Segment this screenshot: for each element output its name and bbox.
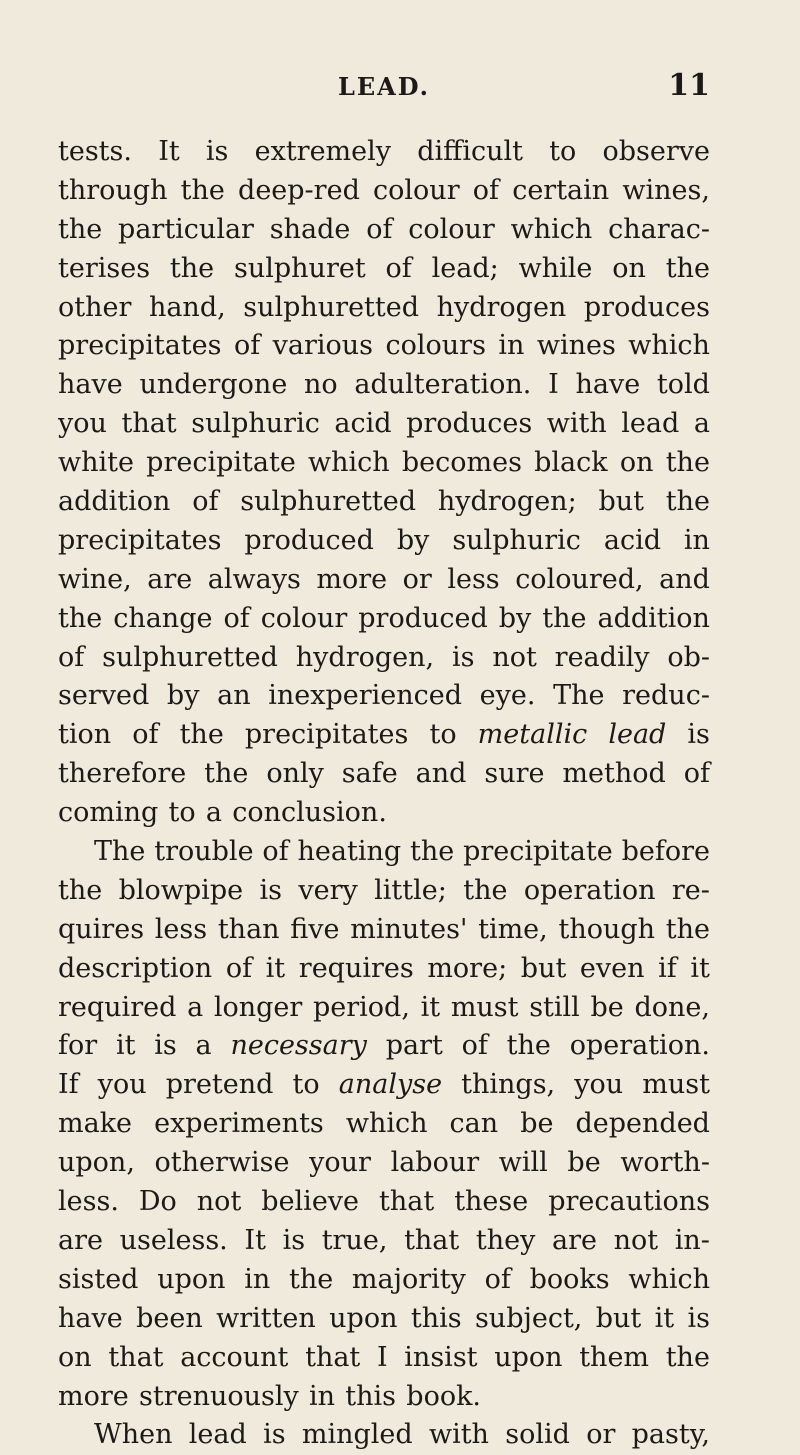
text-line xyxy=(58,1339,710,1378)
word: even xyxy=(579,952,645,984)
word: longer xyxy=(213,991,303,1023)
word: upon xyxy=(157,1263,226,1295)
word: safe xyxy=(341,758,398,790)
word: been xyxy=(136,1302,203,1334)
word: which xyxy=(510,213,593,245)
word: tion xyxy=(58,719,112,751)
word: less. xyxy=(58,1186,119,1218)
word: of xyxy=(58,641,85,673)
word: the xyxy=(58,874,103,906)
word: which xyxy=(308,447,390,479)
word: It xyxy=(244,1224,266,1256)
word: is xyxy=(205,136,229,167)
word: sulphuric xyxy=(452,524,581,556)
word: though xyxy=(558,913,656,945)
word: mingled xyxy=(301,1419,413,1451)
word: to xyxy=(429,719,457,751)
word: produced xyxy=(244,524,374,556)
word: of xyxy=(223,602,250,634)
word: subject, xyxy=(474,1302,583,1334)
text-line xyxy=(58,1222,710,1261)
word: that xyxy=(121,408,177,440)
text-line xyxy=(58,755,710,794)
word: sulphuretted xyxy=(240,486,417,518)
word: hydrogen; xyxy=(437,486,577,518)
word: various xyxy=(272,330,374,362)
word: to xyxy=(292,1069,320,1101)
word: the xyxy=(665,486,710,518)
word: precipitates xyxy=(58,524,222,556)
word: in xyxy=(244,1263,271,1295)
text-line xyxy=(58,639,710,678)
word: time, xyxy=(478,913,548,945)
word: precautions xyxy=(548,1186,710,1218)
word: sulphuric xyxy=(191,408,320,440)
word: be xyxy=(567,1147,601,1179)
word: be xyxy=(520,1108,554,1140)
text-line xyxy=(58,911,710,950)
word: which xyxy=(628,1263,710,1295)
word: with xyxy=(546,408,607,440)
word: terises xyxy=(58,252,151,284)
word: heating xyxy=(297,836,402,868)
word: Do xyxy=(138,1186,177,1218)
word: is xyxy=(451,641,475,673)
word: it xyxy=(690,952,710,984)
word: little; xyxy=(374,874,447,906)
word: no xyxy=(304,369,338,401)
word: the xyxy=(58,602,103,634)
word: requires xyxy=(298,952,414,984)
word: upon, xyxy=(58,1147,135,1179)
emphasized-word: analyse xyxy=(338,1069,443,1101)
word: more; xyxy=(427,952,508,984)
word: reduc- xyxy=(622,680,710,712)
word: not xyxy=(196,1186,242,1218)
word: sulphuret xyxy=(234,252,366,284)
word: a xyxy=(205,797,223,829)
word: operation. xyxy=(569,1030,710,1062)
word: of xyxy=(461,1030,488,1062)
word: by xyxy=(166,680,200,712)
word: very xyxy=(298,874,358,906)
word: in xyxy=(683,524,710,556)
word: addition xyxy=(597,602,710,634)
running-head xyxy=(58,68,710,112)
word: deep-red xyxy=(238,174,360,206)
word: five xyxy=(290,913,340,945)
text-line xyxy=(58,172,710,211)
word: otherwise xyxy=(154,1147,290,1179)
word: book. xyxy=(406,1380,482,1412)
word: of xyxy=(472,174,500,206)
word: a xyxy=(195,1030,212,1062)
word: therefore xyxy=(58,758,187,790)
word: the xyxy=(179,719,224,751)
word: but xyxy=(520,952,567,984)
word: are xyxy=(147,563,193,595)
word: to xyxy=(168,797,196,829)
word: strenuously xyxy=(139,1380,299,1412)
word: this xyxy=(345,1380,397,1412)
word: colours xyxy=(385,330,486,362)
text-line xyxy=(58,405,710,444)
word: wine, xyxy=(58,563,132,595)
text-line xyxy=(58,1027,710,1066)
word: it xyxy=(654,1302,675,1334)
word: of xyxy=(233,330,261,362)
text-line xyxy=(58,250,710,289)
word: wines, xyxy=(622,174,710,206)
word: addition xyxy=(58,486,171,518)
word: other xyxy=(58,291,132,323)
word: adulteration. xyxy=(354,369,532,401)
word: hydrogen, xyxy=(295,641,435,673)
word: must xyxy=(450,991,519,1023)
word: an xyxy=(217,680,251,712)
word: it xyxy=(115,1030,136,1062)
word: the xyxy=(410,836,455,868)
word: by xyxy=(396,524,430,556)
word: colour xyxy=(260,602,348,634)
word: of xyxy=(132,719,159,751)
word: in- xyxy=(674,1224,710,1256)
text-line xyxy=(58,483,710,522)
word: conclusion. xyxy=(232,797,387,829)
word: precipitates xyxy=(58,330,222,362)
word: in xyxy=(309,1380,336,1412)
word: things, xyxy=(461,1069,556,1101)
word: always xyxy=(207,563,301,595)
word: shade xyxy=(269,213,351,245)
word: have xyxy=(58,1302,123,1334)
word: must xyxy=(642,1069,710,1101)
word: depended xyxy=(575,1108,710,1140)
word: it xyxy=(265,952,286,984)
word: the xyxy=(506,1030,551,1062)
text-line xyxy=(58,600,710,639)
word: undergone xyxy=(139,369,288,401)
word: than xyxy=(217,913,280,945)
word: to xyxy=(549,136,577,167)
word: change xyxy=(113,602,213,634)
word: lead; xyxy=(431,252,499,284)
word: useless. xyxy=(119,1224,228,1256)
word: the xyxy=(665,252,710,284)
word: is xyxy=(154,1030,177,1062)
word: hydrogen xyxy=(436,291,567,323)
word: is xyxy=(687,1302,710,1334)
word: but xyxy=(595,1302,642,1334)
text-line xyxy=(58,444,710,483)
word: is xyxy=(282,1224,306,1256)
word: coloured, xyxy=(515,563,644,595)
word: believe xyxy=(261,1186,360,1218)
word: books xyxy=(529,1263,610,1295)
word: When xyxy=(94,1419,173,1451)
word: It xyxy=(158,136,180,167)
word: method xyxy=(562,758,666,790)
text-line xyxy=(58,1416,710,1455)
word: the xyxy=(288,1263,334,1295)
word: of xyxy=(225,952,253,984)
word: solid xyxy=(505,1419,570,1451)
word: wines xyxy=(536,330,616,362)
word: of xyxy=(192,486,219,518)
word: ob- xyxy=(667,641,710,673)
word: quires xyxy=(58,913,145,945)
word: hand, xyxy=(148,291,226,323)
word: the xyxy=(204,758,249,790)
text-line xyxy=(58,716,710,755)
word: labour xyxy=(390,1147,480,1179)
word: sisted xyxy=(58,1263,139,1295)
word: or xyxy=(586,1419,616,1451)
text-line xyxy=(58,211,710,250)
text-line xyxy=(58,1066,710,1105)
word: less xyxy=(154,913,208,945)
word: minutes' xyxy=(350,913,468,945)
text-line xyxy=(58,133,710,172)
word: more xyxy=(58,1380,129,1412)
word: description xyxy=(58,952,213,984)
word: by xyxy=(498,602,532,634)
word: particular xyxy=(118,213,254,245)
word: these xyxy=(454,1186,529,1218)
word: they xyxy=(475,1224,536,1256)
word: have xyxy=(575,369,641,401)
word: have xyxy=(58,369,123,401)
word: it xyxy=(420,991,441,1023)
word: acid xyxy=(334,408,392,440)
word: sure xyxy=(484,758,545,790)
text-line xyxy=(58,327,710,366)
word: served xyxy=(58,680,150,712)
word: becomes xyxy=(401,447,522,479)
word: is xyxy=(687,719,710,751)
word: majority xyxy=(351,1263,466,1295)
text-line xyxy=(58,1144,710,1183)
word: which xyxy=(345,1108,428,1140)
word: still xyxy=(529,991,580,1023)
word: which xyxy=(628,330,710,362)
emphasized-word: necessary xyxy=(230,1030,367,1062)
word: true, xyxy=(321,1224,388,1256)
word: produces xyxy=(406,408,533,440)
word: can xyxy=(449,1108,499,1140)
word: period, xyxy=(313,991,410,1023)
word: that xyxy=(108,1341,164,1373)
text-line xyxy=(58,289,710,328)
word: produced xyxy=(358,602,488,634)
word: you xyxy=(97,1069,147,1101)
word: with xyxy=(428,1419,489,1451)
word: are xyxy=(552,1224,597,1256)
word: trouble xyxy=(154,836,254,868)
word: on xyxy=(619,447,654,479)
word: make xyxy=(58,1108,133,1140)
word: the xyxy=(463,874,508,906)
word: the xyxy=(665,447,710,479)
word: I xyxy=(548,369,559,401)
word: the xyxy=(542,602,587,634)
word: part xyxy=(385,1030,443,1062)
word: insist xyxy=(404,1341,478,1373)
word: for xyxy=(58,1030,98,1062)
word: The xyxy=(94,836,146,868)
word: the xyxy=(665,913,710,945)
word: before xyxy=(621,836,710,868)
word: white xyxy=(58,447,134,479)
word: precipitates xyxy=(244,719,409,751)
word: or xyxy=(402,563,432,595)
word: certain xyxy=(512,174,610,206)
emphasized-word: metallic xyxy=(477,719,588,751)
word: told xyxy=(656,369,710,401)
word: a xyxy=(693,408,710,440)
word: will xyxy=(498,1147,548,1179)
word: precipitate xyxy=(463,836,613,868)
word: lead xyxy=(188,1419,247,1451)
word: are xyxy=(58,1224,103,1256)
word: written xyxy=(216,1302,316,1334)
word: is xyxy=(263,1419,286,1451)
word: experiments xyxy=(154,1108,324,1140)
word: while xyxy=(518,252,593,284)
text-line xyxy=(58,1300,710,1339)
page-number: 11 xyxy=(668,68,710,103)
word: more xyxy=(316,563,388,595)
word: lead xyxy=(621,408,680,440)
word: readily xyxy=(554,641,650,673)
word: pretend xyxy=(165,1069,274,1101)
word: coming xyxy=(58,797,159,829)
word: account xyxy=(180,1341,289,1373)
word: only xyxy=(266,758,324,790)
word: that xyxy=(404,1224,460,1256)
word: sulphuretted xyxy=(102,641,278,673)
text-line xyxy=(58,1183,710,1222)
text-line xyxy=(58,989,710,1028)
word: sulphuretted xyxy=(243,291,420,323)
word: them xyxy=(579,1341,650,1373)
word: extremely xyxy=(254,136,392,167)
word: the xyxy=(58,213,103,245)
word: done, xyxy=(634,991,710,1023)
emphasized-word: lead xyxy=(608,719,667,751)
word: the xyxy=(665,1341,710,1373)
word: acid xyxy=(603,524,661,556)
word: required xyxy=(58,991,177,1023)
word: in xyxy=(498,330,525,362)
word: you xyxy=(58,408,107,440)
word: blowpipe xyxy=(118,874,244,906)
word: black xyxy=(534,447,608,479)
word: of xyxy=(366,213,393,245)
word: is xyxy=(259,874,282,906)
word: not xyxy=(492,641,537,673)
word: of xyxy=(262,836,289,868)
text-line xyxy=(58,366,710,405)
word: not xyxy=(613,1224,659,1256)
word: precipitate xyxy=(146,447,296,479)
word: of xyxy=(683,758,710,790)
body-text xyxy=(58,133,710,1455)
text-line xyxy=(58,950,710,989)
word: upon xyxy=(329,1302,398,1334)
word: charac- xyxy=(608,213,710,245)
word: your xyxy=(309,1147,371,1179)
text-line xyxy=(58,1261,710,1300)
word: and xyxy=(415,758,467,790)
word: but xyxy=(598,486,644,518)
text-line xyxy=(58,833,710,872)
word: re- xyxy=(671,874,710,906)
word: tests. xyxy=(58,136,132,167)
word: that xyxy=(379,1186,435,1218)
word: of xyxy=(385,252,412,284)
word: colour xyxy=(373,174,460,206)
word: the xyxy=(180,174,225,206)
text-line xyxy=(58,677,710,716)
word: inexperienced xyxy=(268,680,463,712)
text-line xyxy=(58,872,710,911)
text-line xyxy=(58,794,710,833)
word: upon xyxy=(494,1341,563,1373)
word: pasty, xyxy=(631,1419,710,1451)
word: you xyxy=(574,1069,624,1101)
word: be xyxy=(590,991,624,1023)
word: on xyxy=(58,1341,92,1373)
word: less xyxy=(447,563,500,595)
word: colour xyxy=(408,213,495,245)
word: difficult xyxy=(417,136,523,167)
text-line xyxy=(58,561,710,600)
text-line xyxy=(58,1105,710,1144)
word: through xyxy=(58,174,168,206)
word: If xyxy=(58,1069,79,1101)
running-head-title: LEAD. xyxy=(337,72,431,101)
word: this xyxy=(410,1302,462,1334)
text-line xyxy=(58,522,710,561)
text-line xyxy=(58,1378,710,1417)
word: on xyxy=(612,252,646,284)
word: and xyxy=(659,563,710,595)
word: The xyxy=(553,680,605,712)
word: eye. xyxy=(479,680,536,712)
word: I xyxy=(376,1341,388,1373)
word: worth- xyxy=(620,1147,710,1179)
word: a xyxy=(187,991,204,1023)
word: operation xyxy=(523,874,656,906)
word: observe xyxy=(602,136,710,167)
word: of xyxy=(484,1263,511,1295)
word: that xyxy=(305,1341,361,1373)
word: the xyxy=(169,252,215,284)
word: if xyxy=(658,952,677,984)
word: produces xyxy=(583,291,710,323)
